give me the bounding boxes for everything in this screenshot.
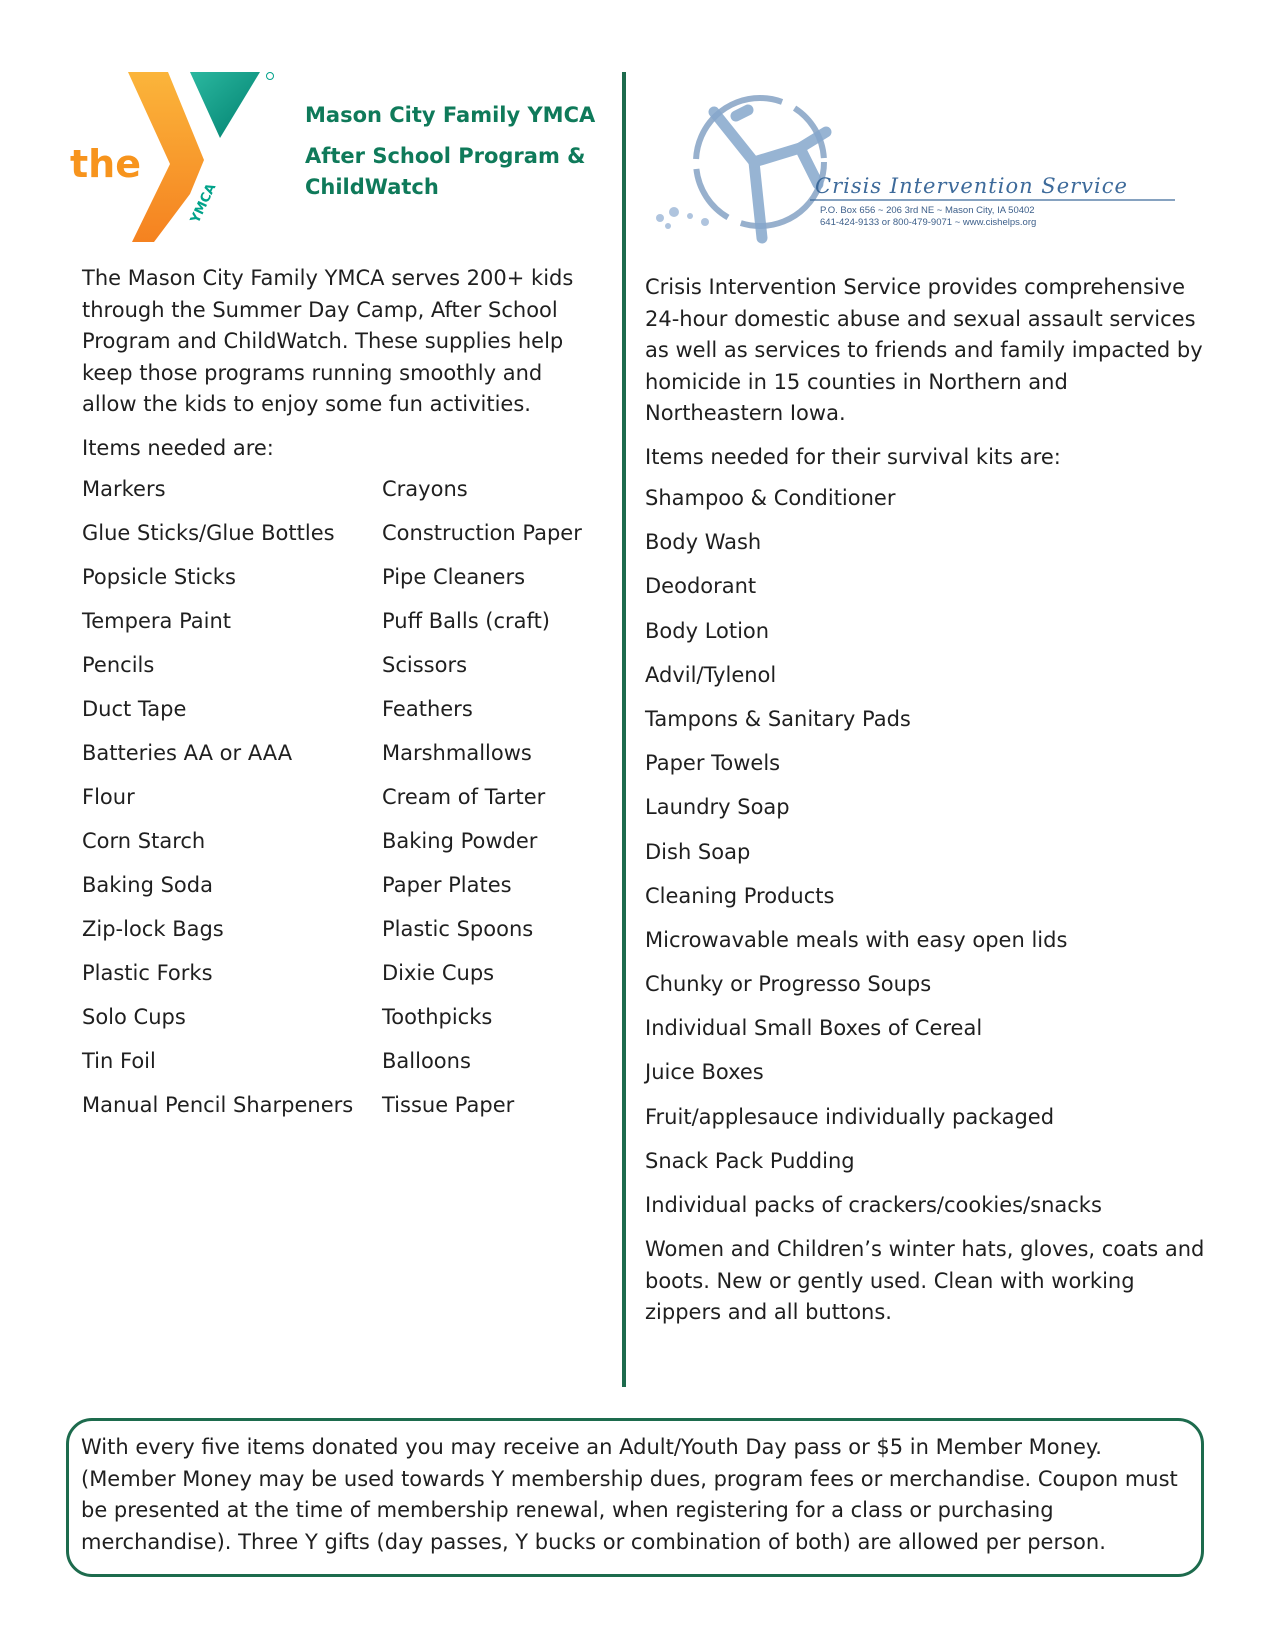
list-item: Popsicle Sticks <box>82 565 236 589</box>
ymca-items-label: Items needed are: <box>82 435 274 460</box>
list-item: Toothpicks <box>382 1005 493 1029</box>
list-item: Juice Boxes <box>645 1060 764 1085</box>
list-item: Body Wash <box>645 530 762 555</box>
list-item: Tampons & Sanitary Pads <box>645 706 911 731</box>
list-item: Duct Tape <box>82 697 187 721</box>
column-divider <box>622 72 626 1387</box>
list-item: Plastic Spoons <box>382 917 534 941</box>
cis-intro: Crisis Intervention Service provides comprehensive 24-hour domestic abuse and sexual assault services as well as services to friends and family impacted by homicide in 15 counties in Northern and Northeastern Iowa. <box>645 275 1203 425</box>
cis-logo-phone: 641-424-9133 or 800-479-9071 ~ www.cishelps.org <box>820 217 1037 228</box>
list-item: Shampoo & Conditioner <box>645 486 896 510</box>
ymca-program-name: After School Program & <box>305 144 586 168</box>
list-item: Marshmallows <box>382 741 532 765</box>
list-item: Tissue Paper <box>382 1093 515 1117</box>
cis-logo-address: P.O. Box 656 ~ 206 3rd NE ~ Mason City, IA 50402 <box>820 205 1035 216</box>
list-item: Baking Powder <box>382 829 538 853</box>
list-item: Dish Soap <box>645 839 751 864</box>
cis-logo <box>650 92 1190 252</box>
list-item: Markers <box>82 477 166 501</box>
list-item: Batteries AA or AAA <box>82 741 293 765</box>
donation-note-box <box>66 1418 1204 1577</box>
ymca-logo-word: the <box>70 142 141 186</box>
list-item: Crayons <box>382 477 468 501</box>
list-item: Plastic Forks <box>82 961 213 985</box>
list-item: Cream of Tarter <box>382 785 546 809</box>
list-item: Microwavable meals with easy open lids <box>645 927 1068 952</box>
list-item: Zip-lock Bags <box>82 917 224 941</box>
cis-logo-name: Crisis Intervention Service <box>815 174 1128 198</box>
list-item: Cleaning Products <box>645 883 835 908</box>
list-item: Baking Soda <box>82 873 213 897</box>
ymca-logo <box>70 72 290 242</box>
list-item: Body Lotion <box>645 618 770 643</box>
list-item: Advil/Tylenol <box>645 662 777 687</box>
list-item: Tin Foil <box>82 1049 156 1073</box>
list-item: Glue Sticks/Glue Bottles <box>82 521 335 545</box>
list-item: Balloons <box>382 1049 471 1073</box>
list-item: Tempera Paint <box>82 609 232 633</box>
donation-note-text: With every five items donated you may receive an Adult/Youth Day pass or $5 in Member Money. (Member Money may be used towards Y membership dues, program fees or merchandise. Coupon must be presented at the time of membership renewal, when registering for a class or purchasing merchandise). Three Y gifts (day passes, Y bucks or combination of both) are allowed per person. <box>81 1435 1178 1554</box>
list-item: Laundry Soap <box>645 795 790 820</box>
ymca-logo-mark: YMCA <box>188 181 220 226</box>
list-item: Deodorant <box>645 574 757 599</box>
list-item: Feathers <box>382 697 473 721</box>
list-item: Manual Pencil Sharpeners <box>82 1093 354 1117</box>
ymca-intro: The Mason City Family YMCA serves 200+ kids through the Summer Day Camp, After School Program and ChildWatch. These supplies help keep those programs running smoothly and allow the kids to enjoy some fun activities. <box>82 266 574 416</box>
ymca-program-name-2: ChildWatch <box>305 175 439 199</box>
list-item: Snack Pack Pudding <box>645 1148 855 1173</box>
list-item: Flour <box>82 785 135 809</box>
list-item: Pencils <box>82 653 155 677</box>
ymca-items-list <box>82 474 602 1122</box>
ymca-org-name: Mason City Family YMCA <box>305 103 596 127</box>
list-item: Paper Towels <box>645 751 781 776</box>
list-item: Pipe Cleaners <box>382 565 526 589</box>
list-item: Chunky or Progresso Soups <box>645 972 932 997</box>
list-item: Women and Children’s winter hats, gloves, coats and boots. New or gently used. Clean with working zippers and all buttons. <box>645 1237 1205 1325</box>
ymca-section <box>82 263 602 1122</box>
list-item: Fruit/applesauce individually packaged <box>645 1104 1055 1129</box>
list-item: Individual packs of crackers/cookies/snacks <box>645 1193 1102 1217</box>
list-item: Dixie Cups <box>382 961 495 985</box>
list-item: Scissors <box>382 653 468 677</box>
cis-items-label: Items needed for their survival kits are: <box>645 444 1061 469</box>
list-item: Paper Plates <box>382 873 512 897</box>
cis-items-list <box>645 483 1205 1329</box>
list-item: Corn Starch <box>82 829 206 853</box>
list-item: Solo Cups <box>82 1005 186 1029</box>
ymca-title-block <box>305 100 615 203</box>
list-item: Construction Paper <box>382 521 582 545</box>
list-item: Individual Small Boxes of Cereal <box>645 1016 983 1041</box>
list-item: Puff Balls (craft) <box>382 609 550 633</box>
cis-section <box>645 272 1205 1341</box>
